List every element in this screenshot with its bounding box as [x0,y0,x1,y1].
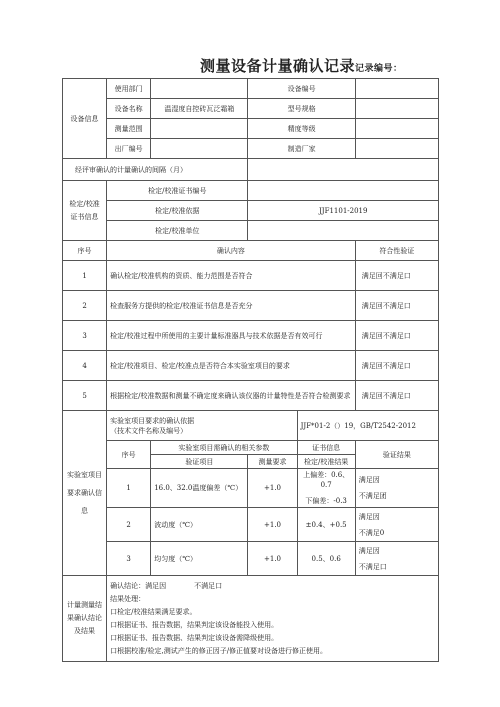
cert-no-label: 检定/校准证书编号 [107,181,248,201]
accuracy-label: 精度等级 [248,119,355,139]
conclusion-line[interactable]: 确认结论：满足因 不满足口 [110,581,223,590]
record-no-label: 记录编号： [355,64,403,74]
lab-item-name: 16.0、32.0温度偏差（℃） [151,469,248,508]
conclusion-line[interactable]: 口检定/校准结果满足要求。 [110,607,197,616]
lab-basis-sub: （技术文件名称及编号） [110,426,188,435]
lab-item-row [63,508,439,542]
confirm-item [63,261,439,291]
lab-item-cal-line: 上偏差：0.6、0.7 [303,471,350,489]
confirm-item [63,321,439,351]
lab-basis-label [107,411,297,441]
confirm-item-content: 检定/校准项目、检定/校准点是否符合本实验室项目的要求 [107,351,356,381]
lab-item-req: +1.0 [248,508,297,542]
lab-params-header: 实验室项目需确认的相关参数 [151,441,297,455]
conclusion-content [107,576,439,662]
form-title [200,55,403,76]
confirm-item-verify[interactable]: 满足回不满足口 [355,351,438,381]
confirm-item-verify[interactable]: 满足回不满足口 [355,381,438,411]
lab-item-req: +1.0 [248,542,297,576]
confirm-item-verify[interactable]: 满足回不满足口 [355,261,438,291]
lab-item-cal: 0.5、0.6 [297,542,355,576]
interval-label: 经评审确认的计量确认的间隔（月） [63,159,248,181]
name-label: 设备名称 [107,99,151,119]
conclusion-row [63,576,439,662]
confirm-header-row [63,241,439,261]
confirm-item-content: 检查服务方提供的检定/校准证书信息是否充分 [107,291,356,321]
unit-label: 检定/校准单位 [107,221,248,241]
lab-section-label: 实验室项目要求确认信息 [63,411,107,576]
confirm-item [63,291,439,321]
lab-item-header: 验证项目 [151,455,248,469]
accuracy-value[interactable] [355,119,438,139]
lab-item-name: 均匀度（℃） [151,542,248,576]
lab-item-result[interactable] [355,542,438,576]
lab-item-cal-line: 下偏差：-0.3 [305,497,347,505]
confirm-no-header: 序号 [63,241,107,261]
lab-item-no: 3 [107,542,151,576]
lab-no-header: 序号 [107,441,151,469]
device-section-label: 设备信息 [63,79,107,159]
lab-item-result[interactable] [355,469,438,508]
confirm-item-no: 3 [63,321,107,351]
confirm-item [63,381,439,411]
range-value[interactable] [151,119,248,139]
lab-result-header: 验证结果 [355,441,438,469]
lab-basis-row [63,411,439,441]
lab-item-row [63,469,439,508]
confirm-item-no: 2 [63,291,107,321]
lab-item-row [63,542,439,576]
dept-label: 使用部门 [107,79,151,99]
manufacturer-value[interactable] [355,139,438,159]
conclusion-line: 结果处理： [110,594,146,603]
model-value[interactable] [355,99,438,119]
device-row-3 [63,119,439,139]
confirm-item-content: 检定/校准过程中所使用的主要计量标准器具与技术依据是否有效可行 [107,321,356,351]
lab-item-result-line: 不满足团 [358,492,387,500]
cert-no-value[interactable] [248,181,439,201]
lab-item-req: +1.0 [248,469,297,508]
lab-item-cal: ±0.4、+0.5 [297,508,355,542]
range-label: 测量范围 [107,119,151,139]
lab-item-no: 2 [107,508,151,542]
model-label: 型号规格 [248,99,355,119]
lab-item-no: 1 [107,469,151,508]
confirm-item-content: 确认检定/校准机构的资质、能力范围是否符合 [107,261,356,291]
confirmation-table [62,78,439,662]
confirm-item-no: 1 [63,261,107,291]
conclusion-line[interactable]: 口根据证书、报告数据，结果判定该设备能投入使用。 [110,620,279,629]
cert-row-3 [63,221,439,241]
factory-no-label: 出厂编号 [107,139,151,159]
confirm-item-no: 5 [63,381,107,411]
confirm-item [63,351,439,381]
lab-basis-title: 实验室项目要求的确认依据 [110,416,195,425]
lab-basis-value[interactable]: JJF*01-2（）19，GB/T2542-2012 [297,411,438,441]
lab-item-result-line: 满足因 [358,546,380,555]
device-row-2 [63,99,439,119]
device-no-value[interactable] [355,79,438,99]
confirm-item-content: 根据检定/校准数据和测量不确定度来确认该仪器的计量特性是否符合检测要求 [107,381,356,411]
lab-item-result[interactable] [355,508,438,542]
lab-item-cal [297,469,355,508]
cert-section-label: 检定/校准证书信息 [63,181,107,241]
confirm-verify-header: 符合性验证 [355,241,438,261]
confirm-item-verify[interactable]: 满足回不满足口 [355,291,438,321]
lab-cert-header: 证书信息 [297,441,355,455]
dept-value[interactable] [151,79,248,99]
lab-item-name: 波动度（℃） [151,508,248,542]
interval-row [63,159,439,181]
device-row-1 [63,79,439,99]
confirm-item-no: 4 [63,351,107,381]
manufacturer-label: 制造厂家 [248,139,355,159]
cert-row-2 [63,201,439,221]
lab-item-result-line: 满足因 [358,476,380,484]
lab-header-row-1 [63,441,439,455]
basis-value[interactable]: JJF1101-2019 [248,201,439,221]
lab-item-result-line: 不满足0 [358,528,385,537]
lab-item-result-line: 不满足口 [358,562,387,571]
lab-req-header: 测量要求 [248,455,297,469]
confirm-content-header: 确认内容 [107,241,356,261]
unit-value[interactable] [248,221,439,241]
conclusion-section-label: 计量测量结果确认结论及结果 [63,576,107,662]
lab-cal-header: 检定/校准结果 [297,455,355,469]
conclusion-line[interactable]: 口根据校准/检定,测试产生的修正因子/修正值要对设备进行修正使用。 [110,646,328,655]
cert-row-1 [63,181,439,201]
lab-item-result-line: 满足因 [358,512,380,521]
basis-label: 检定/校准依据 [107,201,248,221]
conclusion-line[interactable]: 口根据证书、报告数据、结果判定该设备需降级使用。 [110,633,279,642]
factory-no-value[interactable] [151,139,248,159]
device-row-4 [63,139,439,159]
name-value[interactable]: 温湿度自控砖瓦泛霜箱 [151,99,248,119]
form-title-text: 测量设备计量确认记录 [200,57,356,75]
device-no-label: 设备编号 [248,79,355,99]
confirm-item-verify[interactable]: 满足回不满足口 [355,321,438,351]
interval-value[interactable] [248,159,439,181]
